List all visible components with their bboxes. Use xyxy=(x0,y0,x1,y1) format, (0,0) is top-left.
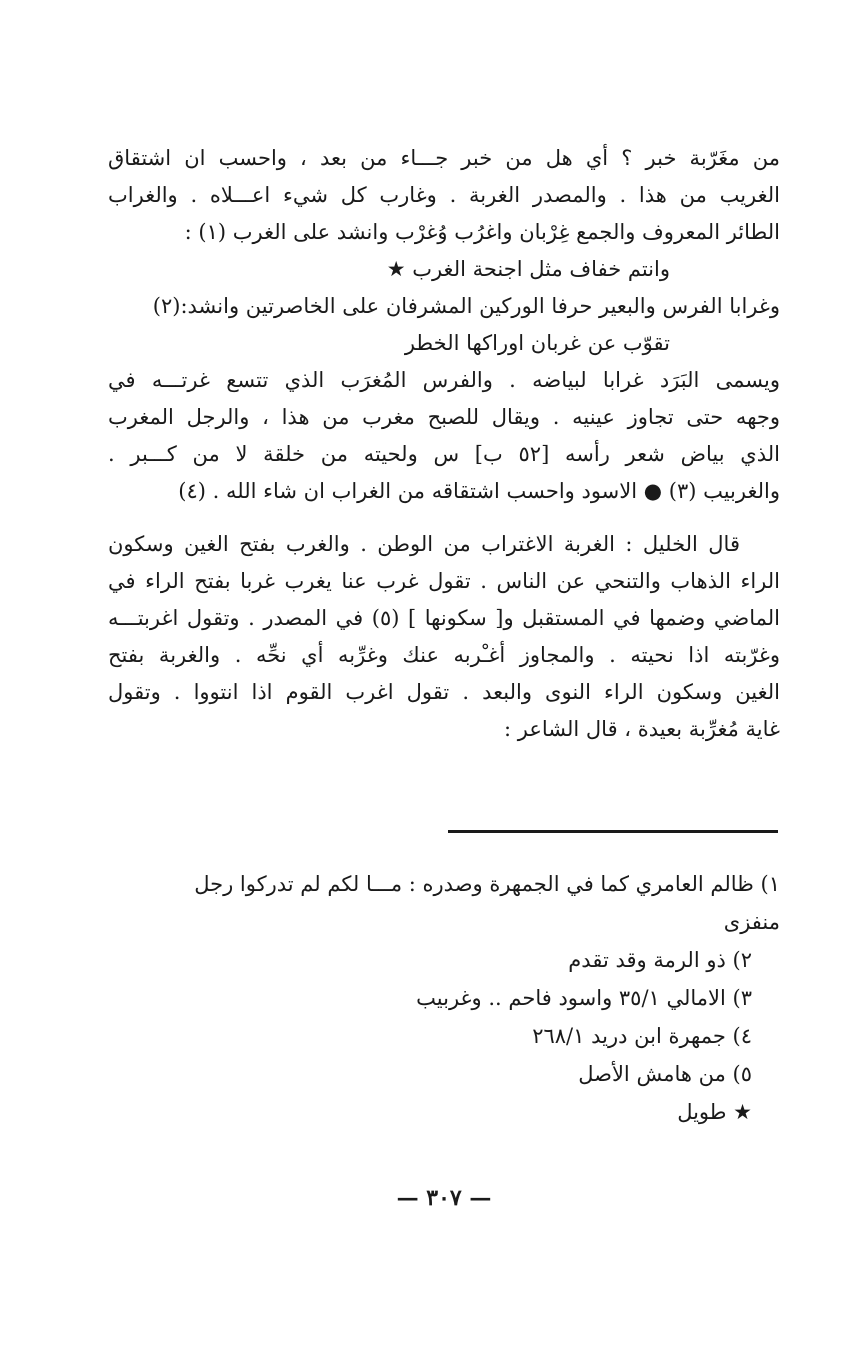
page-number: — ٣٠٧ — xyxy=(396,1185,492,1211)
page xyxy=(108,140,780,1320)
text-line: من مغَرّبة خبر ؟ أي هل من خبر جـــاء من بعد ، واحسب ان اشتقاق xyxy=(108,146,780,170)
footnotes xyxy=(108,865,780,1131)
footnote-2: ٢) ذو الرمة وقد تقدم xyxy=(568,948,752,972)
verse-line: تقوّب عن غربان اوراكها الخطر xyxy=(404,331,670,355)
text-line: الماضي وضمها في المستقبل و[ سكونها ] (٥) في المصدر . وتقول اغربتـــه xyxy=(108,606,780,630)
text-line: ويسمى البَرَد غرابا لبياضه . والفرس المُغرَب الذي تتسع غرتـــه في xyxy=(108,368,780,392)
text-line: الغين وسكون الراء النوى والبعد . تقول اغرب القوم اذا انتووا . وتقول xyxy=(108,680,780,704)
text-line: وغرّبته اذا نحيته . والمجاوز أغـْربه عنك وغرِّبه أي نحِّه . والغربة بفتح xyxy=(108,643,780,667)
text-line: والغربيب (٣) ● الاسود واحسب اشتقاقه من الغراب ان شاء الله . (٤) xyxy=(178,479,780,503)
text-line: وجهه حتى تجاوز عينيه . ويقال للصبح مغرب من هذا ، والرجل المغرب xyxy=(108,405,780,429)
verse-line: وانتم خفاف مثل اجنحة الغرب ★ xyxy=(386,257,670,281)
footnote-5: ٥) من هامش الأصل xyxy=(578,1062,752,1086)
footnote-4: ٤) جمهرة ابن دريد ٢٦٨/١ xyxy=(532,1024,752,1048)
text-line: غاية مُغرِّبة بعيدة ، قال الشاعر : xyxy=(504,717,780,741)
text-line: الذي بياض شعر رأسه [٥٢ ب] س ولحيته من خلقة لا من كـــبر . xyxy=(108,442,780,466)
footnote-divider xyxy=(448,830,778,833)
footnote-3: ٣) الامالي ٣٥/١ واسود فاحم .. وغربيب xyxy=(416,986,752,1010)
paragraph-2 xyxy=(108,362,780,510)
text-line: الطائر المعروف والجمع غِرْبان واغرُب وُغرْب وانشد على الغرب (١) : xyxy=(184,220,780,244)
paragraph-3 xyxy=(108,526,780,748)
text-line: وغرابا الفرس والبعير حرفا الوركين المشرفان على الخاصرتين وانشد:(٢) xyxy=(152,294,780,318)
text-line: الغريب من هذا . والمصدر الغربة . وغارب كل شيء اعـــلاه . والغراب xyxy=(108,183,780,207)
footnote-1-continuation: منفزى xyxy=(723,910,780,934)
footnote-1: ١) ظالم العامري كما في الجمهرة وصدره : مـــا لكم لم تدركوا رجل xyxy=(194,872,780,896)
text-line: الراء الذهاب والتنحي عن الناس . تقول غرب عنا يغرب غربا بفتح الراء في xyxy=(108,569,780,593)
text-line: قال الخليل : الغربة الاغتراب من الوطن . والغرب بفتح الغين وسكون xyxy=(108,532,740,556)
footnote-meter: ★ طويل xyxy=(677,1100,752,1124)
paragraph-1 xyxy=(108,140,780,362)
